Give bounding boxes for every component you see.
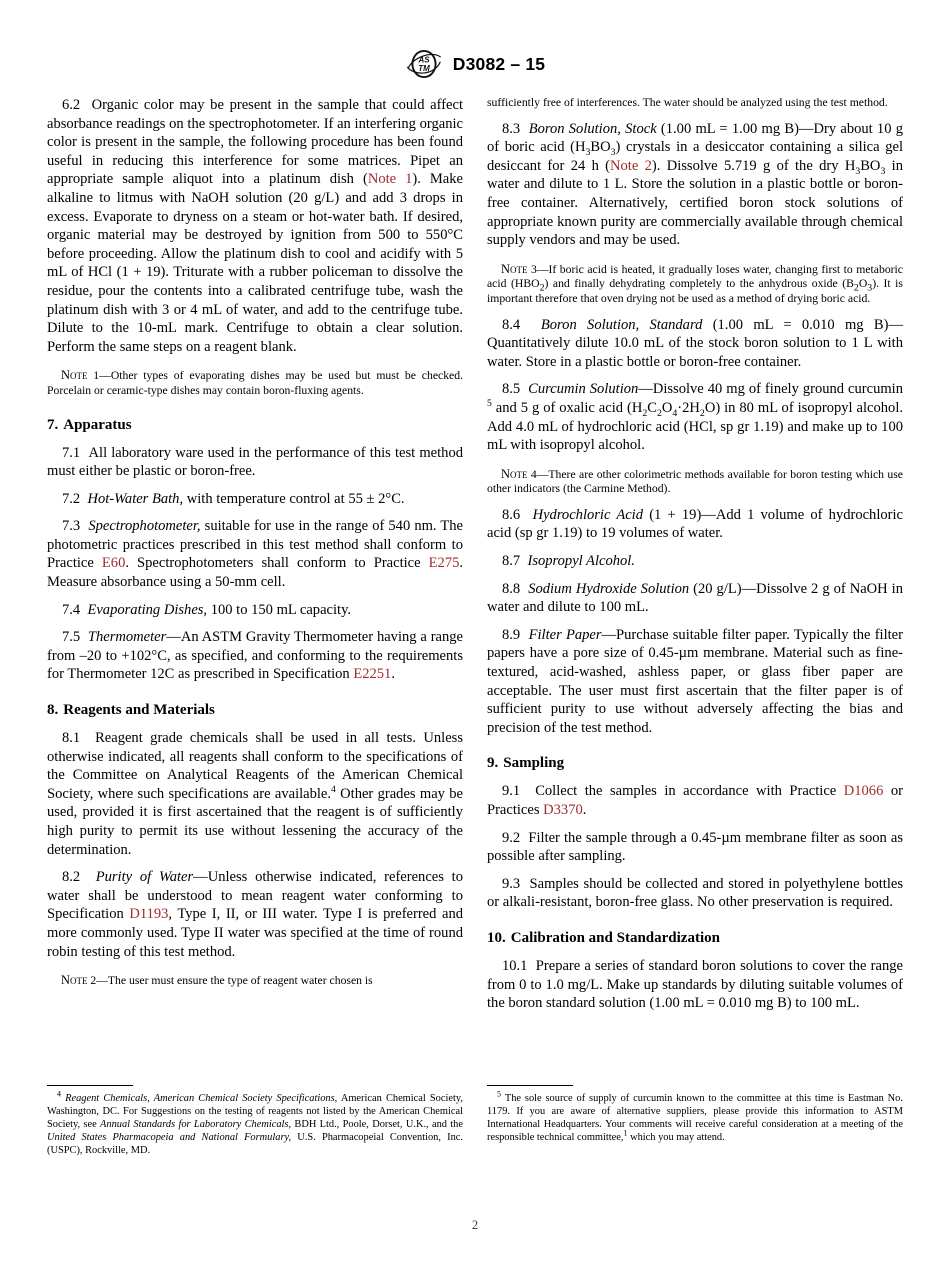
para-number: 8.5 — [502, 381, 521, 398]
paragraph-8-8 — [487, 580, 903, 617]
para-number: 10.1 — [502, 957, 528, 974]
para-text: O) in 80 mL of isopropyl alcohol. Add 4.0 mL of hydrochloric acid (HCl, sp gr 1.19) and make up to 100 mL with isopropyl alcohol. — [487, 399, 903, 454]
para-number: 8.8 — [502, 580, 521, 597]
para-text: (1 + 19)—Add 1 volume of hydrochloric acid (sp gr 1.19) to 19 volumes of water. — [487, 506, 903, 542]
footnote-text: , American Chemical Society, Washington, DC. For Suggestions on the testing of reagents not listed by the American Chemical Society, see — [47, 1093, 463, 1131]
committee-footnote-ref[interactable]: 1 — [623, 1128, 628, 1138]
note-label: Note — [501, 261, 528, 276]
formula-subscript: 3 — [855, 165, 861, 177]
para-number: 8.4 — [502, 316, 521, 333]
para-text: and 5 g of oxalic acid (H — [491, 399, 643, 416]
section-heading-7 — [47, 416, 463, 435]
para-term: Isopropyl Alcohol. — [527, 553, 635, 570]
note-number: 4 — [530, 467, 537, 481]
para-text: —Purchase suitable filter paper. Typically the filter papers have a pore size of 0.45-µm membrane. Material such as fine-textured, acid-washed, ashless paper, or glass fiber paper are acceptable. The user must first ascertain that the filter paper is of sufficient purity to use without adversely affecting the bias and precision of the test method. — [487, 626, 903, 736]
paragraph-9-1 — [487, 782, 903, 819]
formula-subscript: 3 — [585, 147, 591, 159]
note-reference-1[interactable]: Note 1 — [367, 171, 413, 188]
standard-xref-d1066[interactable]: D1066 — [843, 783, 884, 800]
formula-subscript: 4 — [672, 407, 678, 419]
para-term: Hydrochloric Acid — [532, 506, 643, 523]
para-term: Curcumin Solution — [528, 381, 639, 398]
para-text: ). Dissolve 5.719 g of the dry H — [651, 157, 856, 174]
para-number: 8.2 — [62, 869, 81, 886]
paragraph-8-5 — [487, 380, 903, 454]
formula-subscript: 2 — [853, 282, 859, 294]
footnote-column-right — [487, 1085, 903, 1144]
para-number: 8.1 — [62, 730, 81, 747]
para-text: or Practices — [487, 783, 903, 818]
paragraph-8-9 — [487, 626, 903, 738]
footnote-marker-5[interactable]: 5 — [487, 398, 492, 410]
standard-xref-d1193[interactable]: D1193 — [129, 906, 169, 923]
paragraph-7-3 — [47, 517, 463, 591]
para-term: Thermometer — [87, 629, 167, 646]
right-column — [487, 96, 903, 1013]
paragraph-7-4 — [47, 601, 463, 620]
para-text: . — [391, 666, 395, 683]
formula-subscript: 3 — [867, 282, 873, 294]
section-heading-8 — [47, 701, 463, 720]
para-text: ) crystals in a desiccator containing a silica gel desiccant for 24 h ( — [487, 139, 903, 174]
para-text: 100 to 150 mL capacity. — [210, 601, 352, 618]
footnote-marker-4[interactable]: 4 — [331, 783, 336, 795]
para-number: 7.5 — [62, 629, 81, 646]
para-text: All laboratory ware used in the performance of this test method must either be plastic or boron-free. — [47, 444, 463, 480]
page-columns — [47, 96, 903, 1013]
footnote-italic: Annual Standards for Laboratory Chemicals, — [100, 1119, 292, 1131]
para-number: 8.9 — [502, 626, 521, 643]
note-2-start — [47, 973, 463, 989]
standard-xref-d3370[interactable]: D3370 — [543, 802, 583, 818]
paragraph-8-3 — [487, 120, 903, 250]
formula-subscript: 2 — [539, 282, 545, 294]
formula-subscript: 2 — [699, 407, 705, 419]
paragraph-6-2 — [47, 96, 463, 356]
para-text: —An ASTM Gravity Thermometer having a range from –20 to +102°C, as specified, and conforming to the requirements for Thermometer 12C as prescribed in Specification — [47, 629, 463, 683]
para-text: ·2H — [677, 399, 700, 416]
footnote-text: U.S. Pharmacopeial Convention, Inc. (USPC), Rockville, MD. — [47, 1132, 463, 1157]
standard-xref-e60[interactable]: E60 — [101, 555, 126, 572]
formula-subscript: 2 — [656, 407, 662, 419]
footnote-5 — [487, 1089, 903, 1144]
para-term: Evaporating Dishes, — [87, 601, 208, 618]
para-text: , Type I, II, or III water. Type I is preferred and more commonly used. Type II water was specified at the time of round robin testing of this test method. — [47, 906, 463, 960]
note-label: Note — [501, 466, 528, 481]
para-text: BO — [860, 157, 881, 174]
note-number: 1 — [93, 369, 100, 383]
para-text: Collect the samples in accordance with Practice — [535, 783, 844, 800]
formula-subscript: 3 — [880, 165, 886, 177]
note-4 — [487, 467, 903, 497]
para-term: Filter Paper — [528, 626, 602, 643]
para-number: 7.1 — [62, 444, 81, 461]
note-text: —If boric acid is heated, it gradually loses water, changing first to metaboric acid (HBO — [487, 262, 903, 291]
paragraph-10-1 — [487, 957, 903, 1013]
para-number: 9.2 — [502, 829, 521, 846]
svg-text:AS: AS — [418, 55, 430, 65]
para-text: suitable for use in the range of 540 nm. The photometric practices prescribed in this test method shall conform to Practice — [47, 518, 463, 572]
page-header — [0, 42, 950, 86]
note-text: O — [858, 277, 868, 291]
note-text: —The user must ensure the type of reagent water chosen is — [96, 974, 373, 988]
para-text: with temperature control at 55 ± 2°C. — [186, 490, 405, 507]
note-text: ) and finally dehydrating completely to the anhydrous oxide (B — [544, 277, 854, 291]
paragraph-9-2 — [487, 829, 903, 866]
section-heading-9 — [487, 754, 903, 773]
note-label: Note — [61, 973, 88, 988]
paragraph-8-4 — [487, 316, 903, 372]
note-text: —Other types of evaporating dishes may be used but must be checked. Porcelain or ceramic-type dishes may contain boron-fluxing agents. — [47, 369, 463, 397]
para-text: Filter the sample through a 0.45-µm membrane filter as soon as possible after sampling. — [487, 829, 903, 865]
para-text: O — [661, 399, 673, 416]
para-term: Purity of Water — [95, 869, 194, 886]
section-heading-10 — [487, 929, 903, 948]
para-text: Organic color may be present in the sample that could affect absorbance readings on the spectrophotometer. If an interfering organic color is present in the sample, the following procedure has been found useful in reducing this interference for some matrices. Pipet an appropriate sample aliquot into a platinum dish ( — [47, 97, 463, 188]
para-number: 8.3 — [502, 120, 521, 137]
para-number: 9.1 — [502, 783, 521, 800]
para-text: (20 g/L)—Dissolve 2 g of NaOH in water and dilute to 100 mL. — [487, 580, 903, 616]
formula-subscript: 2 — [642, 407, 648, 419]
footnote-italic: Reagent Chemicals, American Chemical Society Specifications — [65, 1093, 335, 1104]
para-text: (1.00 mL = 1.00 mg B)—Dry about 10 g of boric acid (H — [487, 120, 903, 156]
footnote-text: which you may attend. — [627, 1132, 725, 1144]
para-number: 6.2 — [62, 97, 81, 113]
footnote-text: The sole source of supply of curcumin known to the committee at this time is Eastman No. 1179. If you are aware of alternative suppliers, please provide this information to ASTM International Headquarters. Your comments will receive careful consideration at a meeting of the responsible technical committee, — [487, 1093, 903, 1144]
para-text: . Measure absorbance using a 50-mm cell. — [47, 555, 464, 591]
section-title: Apparatus — [63, 416, 132, 433]
para-text: in water and dilute to 1 L. Store the solution in a plastic bottle or boron-free container. Alternatively, certified boron stock solutions of appropriate known purity are commercially available through chemical supply vendors and may be used. — [487, 157, 903, 249]
section-number: 8. — [47, 702, 59, 719]
note-text: ). It is important therefore that oven drying not be used as a method of drying boric acid. — [487, 277, 903, 305]
para-text: (1.00 mL = 0.010 mg B)—Quantitatively dilute 10.0 mL of the stock boron solution to 1 L with water. Store in a plastic bottle or boron-free container. — [487, 316, 903, 370]
para-term: Boron Solution, Standard — [540, 316, 703, 333]
standard-xref-e275[interactable]: E275 — [428, 555, 460, 572]
para-text: Prepare a series of standard boron solutions to cover the range from 0 to 1.0 mg/L. Make up standards by diluting suitable volumes of the boron standard solution (1.00 mL = 0.010 mg B) to 100 mL. — [487, 957, 903, 1012]
note-text: —There are other colorimetric methods available for boron testing which use other indicators (the Carmine Method). — [487, 467, 903, 496]
standard-xref-e2251[interactable]: E2251 — [353, 666, 392, 683]
paragraph-9-3 — [487, 875, 903, 912]
section-title: Sampling — [503, 755, 565, 772]
footnote-number: 5 — [497, 1089, 501, 1099]
astm-logo-icon — [405, 47, 443, 81]
footnote-separator-rule — [47, 1085, 133, 1086]
footnote-number: 4 — [57, 1089, 61, 1099]
paragraph-8-6 — [487, 506, 903, 543]
footnotes-area — [47, 1085, 903, 1157]
paragraph-7-5 — [47, 628, 463, 684]
note-3 — [487, 262, 903, 307]
para-number: 7.4 — [62, 601, 81, 618]
para-number: 7.3 — [62, 518, 81, 535]
page-number: 2 — [471, 1218, 479, 1232]
footnote-separator-rule — [487, 1085, 573, 1086]
para-text: . Spectrophotometers shall conform to Practice — [125, 555, 429, 572]
standard-designation: D3082 – 15 — [452, 53, 546, 74]
para-text: —Dissolve 40 mg of finely ground curcumin — [638, 381, 903, 398]
para-text: BO — [590, 139, 611, 156]
paragraph-8-1 — [47, 729, 463, 859]
para-term: Boron Solution, Stock — [528, 120, 657, 137]
footnote-italic: United States Pharmacopeia and National Formulary, — [47, 1132, 292, 1144]
para-term: Hot-Water Bath, — [87, 490, 184, 507]
para-term: Spectrophotometer, — [88, 518, 201, 535]
para-text-cont: ). Make alkaline to litmus with NaOH solution (20 g/L) and add 3 drops in excess. Evaporate to dryness on a steam or hot-water bath. If desired, organic material may be destroyed by ignition from 500 to 550°C before proceeding. Allow the platinum dish to cool and acidify with 5 mL of HCl (1 + 19). Triturate with a rubber policeman to dissolve the residue, pour the contents into a calibrated centrifuge tube, wash the platinum dish with 3 or 4 mL of water, and add to the centrifuge tube. Dilute to the 10-mL mark. Centrifuge to obtain a clear solution. Perform the same steps on a reagent blank. — [47, 171, 463, 355]
para-number: 8.6 — [502, 506, 521, 523]
section-title: Calibration and Standardization — [510, 929, 720, 946]
para-text: . — [582, 802, 587, 818]
para-number: 7.2 — [62, 490, 81, 507]
note-number: 3 — [530, 262, 537, 276]
para-text: —Unless otherwise indicated, references to water shall be understood to mean reagent water conforming to Specification — [47, 869, 463, 923]
section-number: 7. — [47, 416, 59, 433]
para-text: Reagent grade chemicals shall be used in all tests. Unless otherwise indicated, all reagents shall conform to the specifications of the Committee on Analytical Reagents of the American Chemical Society, where such specifications are available. — [47, 730, 463, 802]
section-number: 10. — [487, 929, 506, 946]
formula-subscript: 3 — [610, 147, 616, 159]
para-term: Sodium Hydroxide Solution — [528, 580, 690, 597]
note-number: 2 — [90, 974, 97, 988]
svg-text:TM: TM — [417, 63, 430, 73]
paragraph-7-2 — [47, 490, 463, 509]
footnote-text: BDH Ltd., Poole, Dorset, U.K., and the — [291, 1119, 463, 1131]
para-text: C — [647, 399, 657, 416]
left-column — [47, 96, 463, 989]
note-1 — [47, 368, 463, 398]
paragraph-7-1 — [47, 444, 463, 481]
footnote-column-left — [47, 1085, 463, 1157]
paragraph-8-2 — [47, 868, 463, 961]
para-number: 8.7 — [502, 553, 521, 570]
note-2-continued: sufficiently free of interferences. The water should be analyzed using the test method. — [487, 96, 888, 109]
note-reference-2[interactable]: Note 2 — [610, 157, 652, 174]
paragraph-8-7 — [487, 552, 903, 571]
para-text: Samples should be collected and stored in polyethylene bottles or alkali-resistant, boron-free glass. No other preservation is required. — [487, 875, 903, 911]
section-number: 9. — [487, 755, 499, 772]
footnote-4 — [47, 1089, 463, 1157]
section-title: Reagents and Materials — [63, 702, 215, 719]
para-number: 9.3 — [502, 875, 521, 892]
para-text: Other grades may be used, provided it is first ascertained that the reagent is of sufficiently high purity to permit its use without lessening the accuracy of the determination. — [47, 785, 463, 858]
note-label: Note — [61, 368, 88, 383]
